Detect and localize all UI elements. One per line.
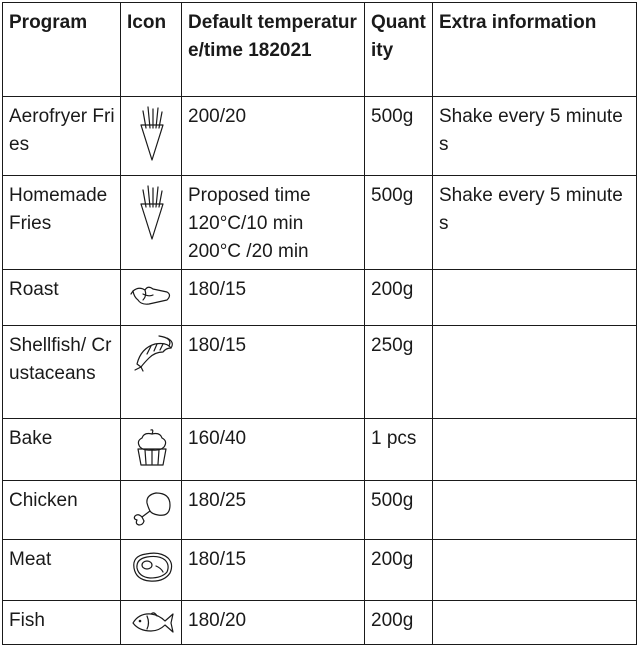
- icon-cell: [121, 601, 182, 645]
- fish-icon: [129, 607, 175, 637]
- default-cell: 180/20: [182, 601, 365, 645]
- program-cell: Chicken: [3, 481, 121, 540]
- roast-icon: [129, 276, 175, 316]
- header-default: Default temperature/time 182021: [182, 3, 365, 97]
- default-cell: Proposed time 120°C/10 min 200°C /20 min: [182, 176, 365, 270]
- default-cell: 180/15: [182, 270, 365, 326]
- quantity-cell: 250g: [365, 326, 433, 419]
- table-row: [3, 326, 637, 419]
- extra-cell: [433, 601, 637, 645]
- program-cell: Meat: [3, 540, 121, 601]
- quantity-cell: 1 pcs: [365, 419, 433, 481]
- quantity-cell: 200g: [365, 540, 433, 601]
- header-quantity: Quantity: [365, 3, 433, 97]
- quantity-cell: 500g: [365, 176, 433, 270]
- program-cell: Homemade Fries: [3, 176, 121, 270]
- table-row: [3, 601, 637, 645]
- extra-cell: [433, 481, 637, 540]
- program-cell: Fish: [3, 601, 121, 645]
- program-cell: Bake: [3, 419, 121, 481]
- icon-cell: [121, 270, 182, 326]
- shrimp-icon: [129, 332, 175, 372]
- icon-cell: [121, 419, 182, 481]
- table-row: [3, 176, 637, 270]
- default-cell: 180/15: [182, 540, 365, 601]
- extra-cell: [433, 540, 637, 601]
- program-table: [2, 2, 637, 645]
- icon-cell: [121, 481, 182, 540]
- default-cell: 200/20: [182, 97, 365, 176]
- program-cell: Aerofryer Fries: [3, 97, 121, 176]
- icon-cell: [121, 176, 182, 270]
- quantity-cell: 500g: [365, 97, 433, 176]
- table-row: [3, 481, 637, 540]
- cupcake-icon: [130, 425, 174, 469]
- extra-cell: [433, 419, 637, 481]
- icon-cell: [121, 97, 182, 176]
- extra-cell: [433, 270, 637, 326]
- header-icon: Icon: [121, 3, 182, 97]
- extra-cell: [433, 326, 637, 419]
- fries-icon: [132, 103, 172, 163]
- program-cell: Roast: [3, 270, 121, 326]
- table-row: [3, 97, 637, 176]
- quantity-cell: 200g: [365, 601, 433, 645]
- extra-cell: Shake every 5 minutes: [433, 97, 637, 176]
- header-program: Program: [3, 3, 121, 97]
- header-extra: Extra information: [433, 3, 637, 97]
- fries-icon: [132, 182, 172, 242]
- icon-cell: [121, 326, 182, 419]
- icon-cell: [121, 540, 182, 601]
- default-cell: 180/15: [182, 326, 365, 419]
- extra-cell: Shake every 5 minutes: [433, 176, 637, 270]
- quantity-cell: 200g: [365, 270, 433, 326]
- quantity-cell: 500g: [365, 481, 433, 540]
- steak-icon: [128, 546, 176, 588]
- table-row: [3, 270, 637, 326]
- chicken-leg-icon: [130, 487, 174, 529]
- default-cell: 160/40: [182, 419, 365, 481]
- table-row: [3, 540, 637, 601]
- program-cell: Shellfish/ Crustaceans: [3, 326, 121, 419]
- default-cell: 180/25: [182, 481, 365, 540]
- header-row: [3, 3, 637, 97]
- table-row: [3, 419, 637, 481]
